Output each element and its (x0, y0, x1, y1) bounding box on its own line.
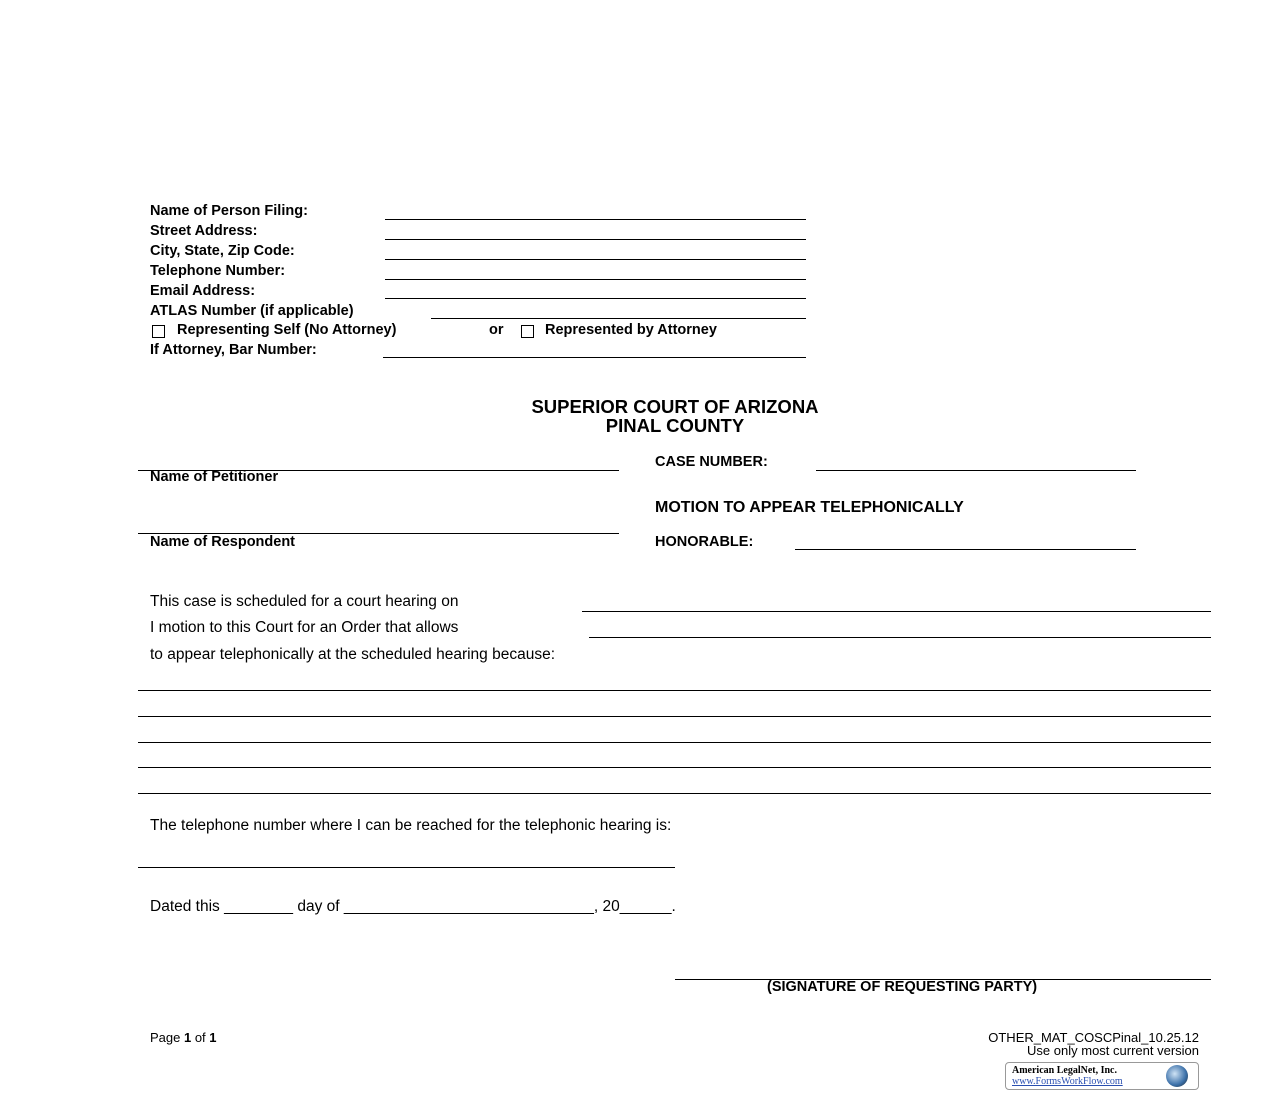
field-reason-5[interactable] (138, 793, 1211, 794)
form-id: OTHER_MAT_COSCPinal_10.25.12 (988, 1030, 1199, 1045)
field-bar[interactable] (383, 357, 806, 358)
text-hearing: This case is scheduled for a court hearing on (150, 593, 459, 610)
field-name[interactable] (385, 219, 806, 220)
globe-icon (1166, 1065, 1188, 1087)
label-street: Street Address: (150, 223, 258, 239)
logo-name: American LegalNet, Inc. (1012, 1065, 1117, 1076)
field-street[interactable] (385, 239, 806, 240)
page-total: 1 (209, 1030, 217, 1045)
field-atlas[interactable] (431, 318, 806, 319)
field-reason-1[interactable] (138, 690, 1211, 691)
county-title: PINAL COUNTY (605, 415, 745, 436)
field-reason-4[interactable] (138, 767, 1211, 768)
text-because: to appear telephonically at the scheduled hearing because: (150, 646, 556, 663)
version-note: Use only most current version (1027, 1043, 1199, 1058)
label-signature: (SIGNATURE OF REQUESTING PARTY) (767, 979, 1038, 995)
label-name: Name of Person Filing: (150, 203, 308, 219)
field-reason-2[interactable] (138, 716, 1211, 717)
label-bar: If Attorney, Bar Number: (150, 342, 317, 358)
field-phone[interactable] (385, 279, 806, 280)
legalnet-logo[interactable] (1005, 1062, 1199, 1090)
label-or: or (489, 322, 504, 338)
field-reason-3[interactable] (138, 742, 1211, 743)
court-title: SUPERIOR COURT OF ARIZONA (531, 396, 819, 417)
text-telephone: The telephone number where I can be reached for the telephonic hearing is: (150, 817, 672, 834)
motion-title: MOTION TO APPEAR TELEPHONICALLY (655, 499, 964, 516)
text-motion: I motion to this Court for an Order that allows (150, 619, 459, 636)
label-attorney: Represented by Attorney (545, 322, 717, 338)
page-current: 1 (183, 1030, 192, 1045)
text-dated: Dated this ________ day of _____________________________, 20______. (150, 898, 676, 915)
field-motion[interactable] (589, 637, 1211, 638)
page-of: of (191, 1030, 210, 1045)
label-email: Email Address: (150, 283, 256, 299)
label-atlas: ATLAS Number (if applicable) (150, 303, 354, 319)
label-phone: Telephone Number: (150, 263, 286, 279)
logo-url[interactable]: www.FormsWorkFlow.com (1012, 1076, 1123, 1087)
field-city[interactable] (385, 259, 806, 260)
checkbox-attorney[interactable] (521, 325, 534, 338)
field-case-number[interactable] (816, 470, 1136, 471)
checkbox-self[interactable] (152, 325, 165, 338)
label-case-number: CASE NUMBER: (655, 454, 768, 470)
label-self: Representing Self (No Attorney) (177, 322, 397, 338)
field-hearing-date[interactable] (582, 611, 1211, 612)
page-prefix: Page (150, 1030, 184, 1045)
page-number (150, 1030, 217, 1045)
field-email[interactable] (385, 298, 806, 299)
field-telephone[interactable] (138, 867, 675, 868)
label-honorable: HONORABLE: (655, 534, 754, 550)
field-honorable[interactable] (795, 549, 1136, 550)
label-respondent: Name of Respondent (150, 534, 296, 550)
label-petitioner: Name of Petitioner (150, 469, 279, 485)
label-city: City, State, Zip Code: (150, 243, 295, 259)
